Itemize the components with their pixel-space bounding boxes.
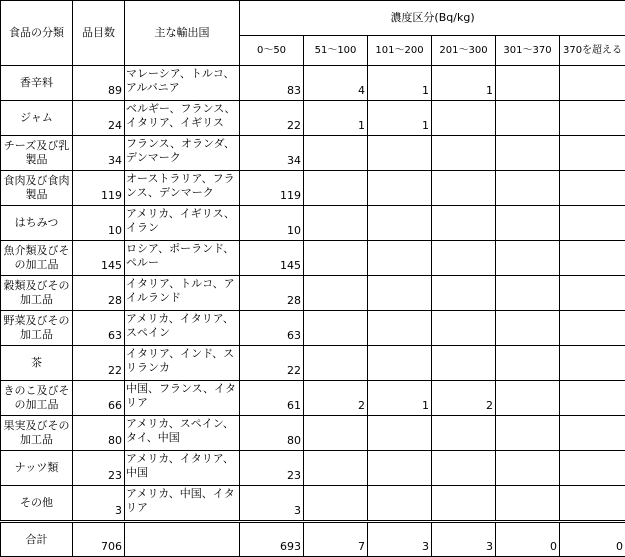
row-value: 80 [240, 416, 304, 451]
row-category: チーズ及び乳製品 [1, 136, 73, 171]
table-row [1, 171, 625, 206]
row-value [432, 171, 496, 206]
row-value [304, 451, 368, 486]
row-category: はちみつ [1, 206, 73, 241]
total-value: 7 [304, 522, 368, 557]
row-value [560, 381, 625, 416]
row-value: 1 [368, 381, 432, 416]
row-value [496, 101, 560, 136]
row-value: 34 [240, 136, 304, 171]
row-value [368, 416, 432, 451]
header-range: 370を超える [560, 36, 625, 66]
row-count: 145 [73, 241, 125, 276]
table-row [1, 346, 625, 381]
row-exporters: アメリカ、イギリス、イラン [125, 206, 240, 241]
row-count: 34 [73, 136, 125, 171]
row-value: 1 [368, 101, 432, 136]
row-exporters: ロシア、ポーランド、ペルー [125, 241, 240, 276]
row-value [368, 486, 432, 522]
row-value [496, 486, 560, 522]
table-row [1, 101, 625, 136]
row-count: 66 [73, 381, 125, 416]
row-value [560, 451, 625, 486]
row-count: 3 [73, 486, 125, 522]
row-value [496, 206, 560, 241]
row-value [304, 136, 368, 171]
table-row [1, 66, 625, 101]
row-value: 1 [432, 66, 496, 101]
row-value [496, 136, 560, 171]
row-value [496, 416, 560, 451]
row-category: 茶 [1, 346, 73, 381]
row-value [432, 276, 496, 311]
row-exporters: アメリカ、中国、イタリア [125, 486, 240, 522]
row-value [496, 311, 560, 346]
row-value [304, 486, 368, 522]
row-value [432, 311, 496, 346]
row-exporters: オーストラリア、フランス、デンマーク [125, 171, 240, 206]
table-row [1, 416, 625, 451]
row-count: 28 [73, 276, 125, 311]
row-value [368, 206, 432, 241]
table-row [1, 206, 625, 241]
row-value [368, 311, 432, 346]
table-row [1, 381, 625, 416]
row-count: 24 [73, 101, 125, 136]
row-value: 23 [240, 451, 304, 486]
row-category: その他 [1, 486, 73, 522]
row-value: 3 [240, 486, 304, 522]
row-value: 22 [240, 346, 304, 381]
row-value [560, 101, 625, 136]
row-exporters: アメリカ、スペイン、タイ、中国 [125, 416, 240, 451]
row-value [496, 66, 560, 101]
row-value [496, 241, 560, 276]
header-concentration: 濃度区分(Bq/kg) [240, 1, 625, 36]
row-value [368, 171, 432, 206]
header-range: 301～370 [496, 36, 560, 66]
table-body [1, 66, 625, 522]
row-value [560, 486, 625, 522]
row-value [432, 346, 496, 381]
row-value [560, 66, 625, 101]
row-exporters: 中国、フランス、イタリア [125, 381, 240, 416]
row-value [368, 451, 432, 486]
row-value [368, 276, 432, 311]
row-value [496, 451, 560, 486]
row-count: 89 [73, 66, 125, 101]
header-item-count: 品目数 [73, 1, 125, 66]
row-category: 果実及びその加工品 [1, 416, 73, 451]
table-row [1, 241, 625, 276]
header-range: 0～50 [240, 36, 304, 66]
row-value [432, 101, 496, 136]
row-value [560, 171, 625, 206]
row-value: 2 [304, 381, 368, 416]
row-count: 22 [73, 346, 125, 381]
row-value [304, 276, 368, 311]
header-range: 201～300 [432, 36, 496, 66]
row-exporters: アメリカ、イタリア、スペイン [125, 311, 240, 346]
row-category: 食肉及び食肉製品 [1, 171, 73, 206]
row-value [560, 136, 625, 171]
row-category: 野菜及びその加工品 [1, 311, 73, 346]
total-label: 合計 [1, 522, 73, 557]
row-value: 83 [240, 66, 304, 101]
total-value: 0 [560, 522, 625, 557]
row-exporters: イタリア、トルコ、アイルランド [125, 276, 240, 311]
row-exporters: ベルギー、フランス、イタリア、イギリス [125, 101, 240, 136]
row-count: 23 [73, 451, 125, 486]
row-category: 穀類及びその加工品 [1, 276, 73, 311]
row-value [496, 276, 560, 311]
row-value: 22 [240, 101, 304, 136]
row-category: 魚介類及びその加工品 [1, 241, 73, 276]
row-exporters: フランス、オランダ、デンマーク [125, 136, 240, 171]
row-value [560, 206, 625, 241]
total-value: 0 [496, 522, 560, 557]
total-row [1, 522, 625, 557]
row-exporters: アメリカ、イタリア、中国 [125, 451, 240, 486]
table-row [1, 486, 625, 522]
row-count: 119 [73, 171, 125, 206]
row-value [368, 136, 432, 171]
table-row [1, 136, 625, 171]
row-value: 1 [304, 101, 368, 136]
row-category: ジャム [1, 101, 73, 136]
row-value [304, 241, 368, 276]
header-range: 51～100 [304, 36, 368, 66]
header-category: 食品の分類 [1, 1, 73, 66]
row-value [496, 381, 560, 416]
row-value: 119 [240, 171, 304, 206]
row-category: 香辛料 [1, 66, 73, 101]
total-value: 3 [368, 522, 432, 557]
row-value [304, 416, 368, 451]
header-exporters: 主な輸出国 [125, 1, 240, 66]
row-value [432, 241, 496, 276]
row-value [432, 136, 496, 171]
row-value: 4 [304, 66, 368, 101]
row-value: 1 [368, 66, 432, 101]
total-value: 693 [240, 522, 304, 557]
row-value: 10 [240, 206, 304, 241]
table-row [1, 451, 625, 486]
table-row [1, 276, 625, 311]
row-count: 10 [73, 206, 125, 241]
row-value: 63 [240, 311, 304, 346]
row-value [560, 346, 625, 381]
row-value [304, 346, 368, 381]
row-value [304, 311, 368, 346]
row-exporters: マレーシア、トルコ、アルバニア [125, 66, 240, 101]
row-value [368, 241, 432, 276]
row-value [304, 171, 368, 206]
table-row [1, 311, 625, 346]
total-exporters [125, 522, 240, 557]
header-range: 101～200 [368, 36, 432, 66]
total-value: 3 [432, 522, 496, 557]
row-value [304, 206, 368, 241]
row-count: 63 [73, 311, 125, 346]
row-value: 2 [432, 381, 496, 416]
row-value [432, 206, 496, 241]
row-value [560, 416, 625, 451]
row-exporters: イタリア、インド、スリランカ [125, 346, 240, 381]
row-category: ナッツ類 [1, 451, 73, 486]
row-value [560, 311, 625, 346]
row-value: 145 [240, 241, 304, 276]
row-value: 28 [240, 276, 304, 311]
row-value [432, 451, 496, 486]
total-count: 706 [73, 522, 125, 557]
row-value [368, 346, 432, 381]
row-value [432, 486, 496, 522]
row-count: 80 [73, 416, 125, 451]
row-value [496, 171, 560, 206]
row-value [560, 276, 625, 311]
row-value [560, 241, 625, 276]
row-value [496, 346, 560, 381]
row-value [432, 416, 496, 451]
row-value: 61 [240, 381, 304, 416]
row-category: きのこ及びその加工品 [1, 381, 73, 416]
